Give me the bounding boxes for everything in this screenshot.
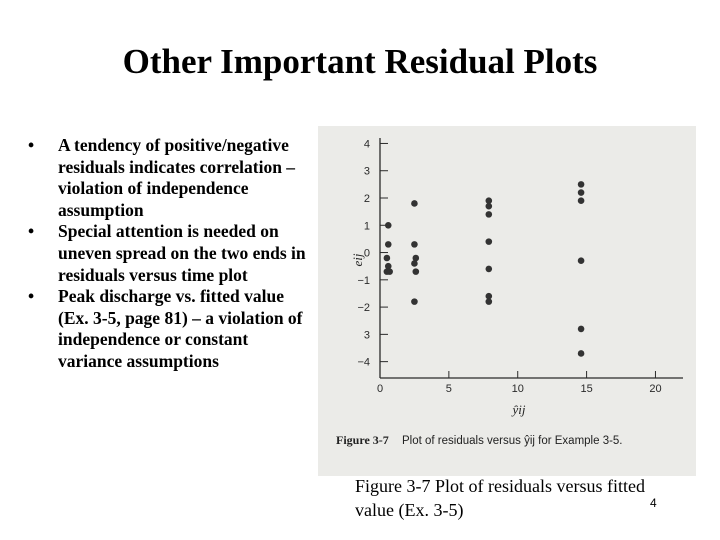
data-point [486,203,493,210]
residual-plot-figure [318,126,696,476]
y-tick-label: −2 [357,302,370,315]
y-tick-label: 3 [363,165,370,178]
data-point [384,255,391,262]
plot-axes [357,138,683,395]
y-tick-label: 2 [363,193,370,205]
x-tick-label: 0 [376,383,384,395]
data-point [486,211,493,218]
figure-caption-text: Figure 3-7 Plot of residuals versus fitted value (Ex. 3-5) [355,476,645,520]
plot-points [384,181,585,357]
figure-label: Figure 3-7 [336,433,389,447]
data-point [486,238,493,245]
bullet-marker: • [28,286,35,307]
x-tick-label: 5 [445,383,452,395]
x-tick-label: 15 [580,383,593,395]
y-tick-label: 4 [363,138,370,151]
x-tick-label: 20 [649,383,662,395]
slide-title: Other Important Residual Plots [122,42,598,81]
y-tick-label: 0 [363,247,370,260]
data-point [578,189,585,196]
data-point [578,197,585,204]
data-point [413,268,420,275]
residual-scatter-plot [318,126,696,476]
data-point [578,181,585,188]
data-point [411,298,418,305]
bullet-item [28,135,313,221]
data-point [385,241,392,248]
bullet-marker: • [28,135,35,155]
bullet-list [28,135,313,373]
x-axis-label: ŷij [512,402,526,417]
bullet-marker: • [28,221,35,242]
y-tick-label: 1 [363,220,370,233]
data-point [386,268,393,275]
bullet-text: A tendency of positive/negative residuals indicates correlation – violation of independence assumption [58,135,296,220]
bullet-text: Special attention is needed on uneven spread on the two ends in residuals versus time plot [58,221,306,285]
y-tick-label: 3 [363,329,370,342]
data-point [486,266,493,273]
x-tick-label: 10 [511,383,524,395]
page-number: 4 [650,496,657,510]
data-point [578,350,585,357]
data-point [411,260,418,267]
y-tick-label: −4 [357,356,370,369]
data-point [578,326,585,333]
data-point [578,257,585,264]
figure-caption: Plot of residuals versus ŷij for Example 3-5. [402,435,623,447]
y-axis-label: eij [350,253,365,267]
bullet-item [28,221,313,286]
data-point [385,222,392,229]
data-point [411,200,418,207]
data-point [486,298,493,305]
bullet-text: Peak discharge vs. fitted value (Ex. 3-5, page 81) – a violation of independence or constant variance assumptions [58,286,303,371]
y-tick-label: −1 [357,274,370,287]
data-point [411,241,418,248]
bullet-item [28,286,313,372]
